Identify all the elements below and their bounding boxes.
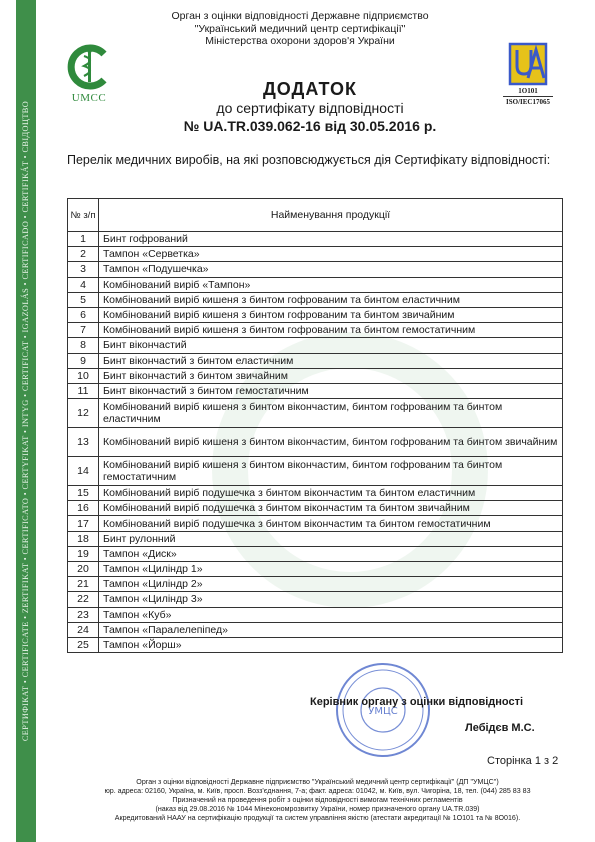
table-row bbox=[68, 501, 563, 516]
issuer-line-1: Орган з оцінки відповідності Державне підприємство bbox=[171, 10, 429, 22]
certificate-number: № UA.TR.039.062-16 від 30.05.2016 р. bbox=[183, 118, 437, 134]
row-number: 2 bbox=[68, 247, 99, 262]
row-number: 9 bbox=[68, 353, 99, 368]
table-row bbox=[68, 247, 563, 262]
row-number: 1 bbox=[68, 232, 99, 247]
table-row bbox=[68, 516, 563, 531]
product-name: Бинт вікончастий з бинтом звичайним bbox=[99, 368, 563, 383]
product-name: Бинт вікончастий з бинтом еластичним bbox=[99, 353, 563, 368]
column-header-number: № з/п bbox=[68, 199, 99, 232]
row-number: 21 bbox=[68, 577, 99, 592]
table-row bbox=[68, 338, 563, 353]
row-number: 16 bbox=[68, 501, 99, 516]
table-row bbox=[68, 232, 563, 247]
signatory-title: Керівник органу з оцінки відповідності bbox=[310, 696, 524, 708]
product-name: Комбінований виріб подушечка з бинтом вікончастим та бинтом гемостатичним bbox=[99, 516, 563, 531]
product-name: Тампон «Циліндр 1» bbox=[99, 562, 563, 577]
product-name: Бинт вікончастий bbox=[99, 338, 563, 353]
footer-line-2: юр. адреса: 02160, Україна, м. Київ, просп. Возз'єднання, 7-а; факт. адреса: 01042, м. Київ, вул. Чигоріна, 18, тел. (044) 285 83 83 bbox=[104, 787, 531, 795]
table-row bbox=[68, 607, 563, 622]
table-row bbox=[68, 457, 563, 486]
table-row bbox=[68, 428, 563, 457]
row-number: 15 bbox=[68, 486, 99, 501]
product-name: Бинт вікончастий з бинтом гемостатичним bbox=[99, 383, 563, 398]
border-multilingual-text: СЕРТИФІКАТ • CERTIFICATE • ZERTIFIKAT • CERTIFICATO • CERTYFIKAT • INTYG • CERTIFICAT • IGAZOLÁS • CERTIFICADO • CERTIFIKÁT • СВІДОЦТВО bbox=[21, 100, 30, 742]
footer-line-4: (наказ від 29.08.2016 № 1044 Мінекономрозвитку України, номер призначеного органу UA.TR.039) bbox=[155, 805, 480, 813]
product-name: Тампон «Паралелепіпед» bbox=[99, 622, 563, 637]
table-row bbox=[68, 531, 563, 546]
row-number: 22 bbox=[68, 592, 99, 607]
product-name: Тампон «Диск» bbox=[99, 546, 563, 561]
product-name: Тампон «Циліндр 2» bbox=[99, 577, 563, 592]
products-table bbox=[67, 198, 563, 653]
product-name: Комбінований виріб кишеня з бинтом гофрованим та бинтом гемостатичним bbox=[99, 323, 563, 338]
product-name: Комбінований виріб кишеня з бинтом гофрованим та бинтом звичайним bbox=[99, 307, 563, 322]
title-sub: до сертифікату відповідності bbox=[216, 100, 404, 116]
accreditation-standard: ISO/IEC17065 bbox=[506, 98, 550, 106]
product-name: Комбінований виріб подушечка з бинтом вікончастим та бинтом еластичним bbox=[99, 486, 563, 501]
intro-paragraph: Перелік медичних виробів, на які розповсюджується дія Сертифікату відповідності: bbox=[67, 153, 551, 167]
row-number: 23 bbox=[68, 607, 99, 622]
product-name: Комбінований виріб кишеня з бинтом вікончастим, бинтом гофрованим та бинтом еластичним bbox=[99, 399, 563, 428]
product-name: Тампон «Серветка» bbox=[99, 247, 563, 262]
accreditation-logo bbox=[497, 42, 559, 106]
product-name: Тампон «Йорш» bbox=[99, 637, 563, 652]
table-row bbox=[68, 399, 563, 428]
product-name: Комбінований виріб «Тампон» bbox=[99, 277, 563, 292]
row-number: 11 bbox=[68, 383, 99, 398]
row-number: 12 bbox=[68, 399, 99, 428]
row-number: 17 bbox=[68, 516, 99, 531]
accreditation-divider bbox=[503, 96, 553, 97]
product-name: Комбінований виріб кишеня з бинтом гофрованим та бинтом еластичним bbox=[99, 292, 563, 307]
table-row bbox=[68, 562, 563, 577]
row-number: 14 bbox=[68, 457, 99, 486]
row-number: 6 bbox=[68, 307, 99, 322]
table-row bbox=[68, 546, 563, 561]
table-row bbox=[68, 262, 563, 277]
product-name: Бинт рулонний bbox=[99, 531, 563, 546]
table-row bbox=[68, 277, 563, 292]
product-name: Комбінований виріб кишеня з бинтом вікончастим, бинтом гофрованим та бинтом звичайним bbox=[99, 428, 563, 457]
table-body bbox=[68, 232, 563, 653]
row-number: 3 bbox=[68, 262, 99, 277]
table-row bbox=[68, 353, 563, 368]
row-number: 8 bbox=[68, 338, 99, 353]
row-number: 18 bbox=[68, 531, 99, 546]
issuer-line-3: Міністерства охорони здоров'я України bbox=[205, 35, 395, 47]
column-header-name: Найменування продукції bbox=[99, 199, 563, 232]
table-row bbox=[68, 622, 563, 637]
ua-accreditation-logo-icon bbox=[508, 42, 548, 86]
table-row bbox=[68, 383, 563, 398]
title-main: ДОДАТОК bbox=[262, 79, 358, 99]
signatory-name: Лебідєв М.С. bbox=[465, 722, 535, 734]
table-header-row bbox=[68, 199, 563, 232]
table-row bbox=[68, 323, 563, 338]
row-number: 4 bbox=[68, 277, 99, 292]
product-name: Комбінований виріб кишеня з бинтом вікончастим, бинтом гофрованим та бинтом гемостатичним bbox=[99, 457, 563, 486]
document-title bbox=[130, 78, 490, 135]
table-row bbox=[68, 486, 563, 501]
row-number: 24 bbox=[68, 622, 99, 637]
table-row bbox=[68, 307, 563, 322]
umcc-logo-caption: UMCC bbox=[71, 92, 107, 104]
product-name: Комбінований виріб подушечка з бинтом вікончастим та бинтом звичайним bbox=[99, 501, 563, 516]
table-row bbox=[68, 592, 563, 607]
table-row bbox=[68, 368, 563, 383]
table-row bbox=[68, 637, 563, 652]
issuer-header bbox=[130, 10, 470, 48]
umcc-logo bbox=[62, 44, 116, 110]
product-name: Тампон «Куб» bbox=[99, 607, 563, 622]
row-number: 10 bbox=[68, 368, 99, 383]
footer bbox=[60, 778, 575, 823]
table-row bbox=[68, 577, 563, 592]
caduceus-c-logo-icon bbox=[66, 44, 112, 90]
issuer-line-2: "Український медичний центр сертифікації" bbox=[194, 22, 406, 35]
page-number: Сторінка 1 з 2 bbox=[487, 755, 559, 767]
footer-line-5: Акредитований НААУ на сертифікацію продукції та систем управління якістю (атестати акредитації № 1О101 та № 8О016). bbox=[114, 814, 521, 822]
footer-line-1: Орган з оцінки відповідності Державне підприємство "Український медичний центр сертифікації" (ДП "УМЦС") bbox=[136, 778, 499, 786]
row-number: 5 bbox=[68, 292, 99, 307]
seal-text: УМЦС bbox=[368, 706, 398, 717]
accreditation-code: 1О101 bbox=[518, 87, 538, 95]
row-number: 7 bbox=[68, 323, 99, 338]
row-number: 20 bbox=[68, 562, 99, 577]
row-number: 13 bbox=[68, 428, 99, 457]
product-name: Тампон «Подушечка» bbox=[99, 262, 563, 277]
product-name: Бинт гофрований bbox=[99, 232, 563, 247]
footer-line-3: Призначений на проведення робіт з оцінки відповідності вимогам технічних регламентів bbox=[172, 796, 463, 804]
row-number: 25 bbox=[68, 637, 99, 652]
row-number: 19 bbox=[68, 546, 99, 561]
official-seal-icon bbox=[333, 660, 433, 760]
table-row bbox=[68, 292, 563, 307]
product-name: Тампон «Циліндр 3» bbox=[99, 592, 563, 607]
